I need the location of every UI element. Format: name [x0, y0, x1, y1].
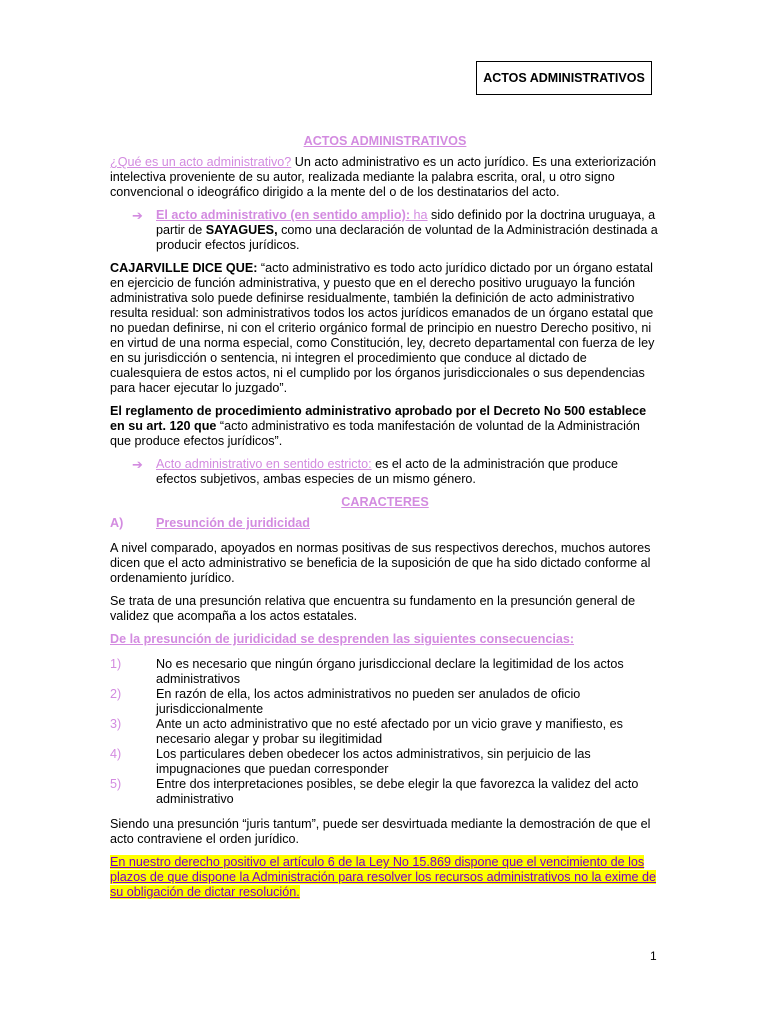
reglamento-paragraph	[110, 404, 660, 449]
intro-text: Un acto administrativo es un acto jurídico. Es una exteriorización intelectiva proveniente de su autor, realizada mediante la palabra escrita, oral, u otro signo convencional o ideográfico dirigido a la mente del o de los destinatarios del acto.	[110, 155, 657, 199]
caracteres-title: CARACTERES	[341, 495, 429, 509]
list-item: 2) En razón de ella, los actos administrativos no pueden ser anulados de oficio jurisdiccionalmente	[110, 687, 581, 716]
section-a-mark: A)	[110, 516, 124, 530]
page-number: 1	[650, 949, 657, 963]
section-a-label[interactable]: Presunción de juridicidad	[156, 516, 310, 530]
paragraph-2: Se trata de una presunción relativa que encuentra su fundamento en la presunción general de validez que acompaña a los actos estatales.	[110, 594, 636, 623]
paragraph-1: A nivel comparado, apoyados en normas positivas de sus respectivos derechos, muchos autores dicen que el acto administrativo se beneficia de la suposición de que ha sido dictado conforme al ordenamiento jurídico.	[110, 541, 651, 585]
paragraph-3: Siendo una presunción “juris tantum”, puede ser desvirtuada mediante la demostración de que el acto contraviene el orden jurídico.	[110, 817, 651, 846]
cajarville-lead: CAJARVILLE DICE QUE:	[110, 261, 258, 275]
reglamento-text: “acto administrativo es toda manifestación de voluntad de la Administración que produce efectos jurídicos”.	[110, 419, 640, 448]
intro-paragraph	[110, 155, 660, 200]
cajarville-text: “acto administrativo es todo acto jurídico dictado por un órgano estatal en ejercicio de función administrativa, y puesto que en el derecho positivo uruguayo la función administrativa solo puede definirse residualmente, también la definición de acto administrativo resulta residual: son administrativos todos los actos jurídicos emanados de un órgano estatal que no puedan definirse, ni con el criterio orgánico formal de principio en nuestro Derecho positivo, ni en virtud de una norma especial, como Constitución, ley, decreto departamental con fuerza de ley en su jurisdicción o sentencia, ni integren el procedimiento que conduce al dictado de cualesquiera de estos actos, ni el cumplido por los órganos jurisdiccionales o sus dependencias para hacer ejecutar lo juzgado”.	[110, 261, 655, 395]
list-item: 3) Ante un acto administrativo que no esté afectado por un vicio grave y manifiesto, es necesario alegar y probar su ilegitimidad	[110, 717, 623, 746]
amplio-bold: SAYAGUES,	[205, 223, 278, 237]
section-a	[110, 516, 660, 531]
list-item: 4) Los particulares deben obedecer los actos administrativos, sin perjuicio de las impugnaciones que puedan corresponder	[110, 747, 591, 776]
estricto-label[interactable]: Acto administrativo en sentido estricto:	[156, 457, 372, 471]
consequences-heading: De la presunción de juridicidad se desprenden las siguientes consecuencias:	[110, 632, 575, 646]
header-title: ACTOS ADMINISTRATIVOS	[483, 71, 645, 85]
document-body	[110, 134, 660, 908]
header-title-box	[476, 61, 652, 95]
amplio-link-word[interactable]: ha	[410, 208, 428, 222]
amplio-label[interactable]: El acto administrativo (en sentido amplio):	[156, 208, 411, 222]
amplio-text1: sido definido por la doctrina uruguaya, a partir de	[156, 208, 656, 237]
estricto-item	[110, 457, 660, 487]
arrow-right-icon: ➔	[132, 208, 143, 223]
estricto-text: es el acto de la administración que produce efectos subjetivos, ambas especies de un mismo género.	[156, 457, 619, 486]
list-item: 1) No es necesario que ningún órgano jurisdiccional declare la legitimidad de los actos administrativos	[110, 657, 624, 686]
list-item: 5) Entre dos interpretaciones posibles, se debe elegir la que favorezca la validez del acto administrativo	[110, 777, 639, 806]
highlight-paragraph	[110, 855, 660, 900]
arrow-right-icon: ➔	[132, 457, 143, 472]
intro-question[interactable]: ¿Qué es un acto administrativo?	[110, 155, 292, 169]
document-title: ACTOS ADMINISTRATIVOS	[303, 134, 467, 148]
amplio-item	[110, 208, 660, 253]
amplio-text2: como una declaración de voluntad de la Administración destinada a producir efectos jurídicos.	[156, 223, 658, 252]
reglamento-lead: El reglamento de procedimiento administrativo aprobado por el Decreto No 500 establece en su art. 120 que	[110, 404, 647, 433]
cajarville-paragraph	[110, 261, 660, 396]
highlighted-text: En nuestro derecho positivo el artículo 6 de la Ley No 15.869 dispone que el vencimiento de los plazos de que dispone la Administración para resolver los recursos administrativos no la exime de su obligación de dictar resolución.	[110, 855, 657, 899]
consequences-list	[110, 657, 660, 807]
